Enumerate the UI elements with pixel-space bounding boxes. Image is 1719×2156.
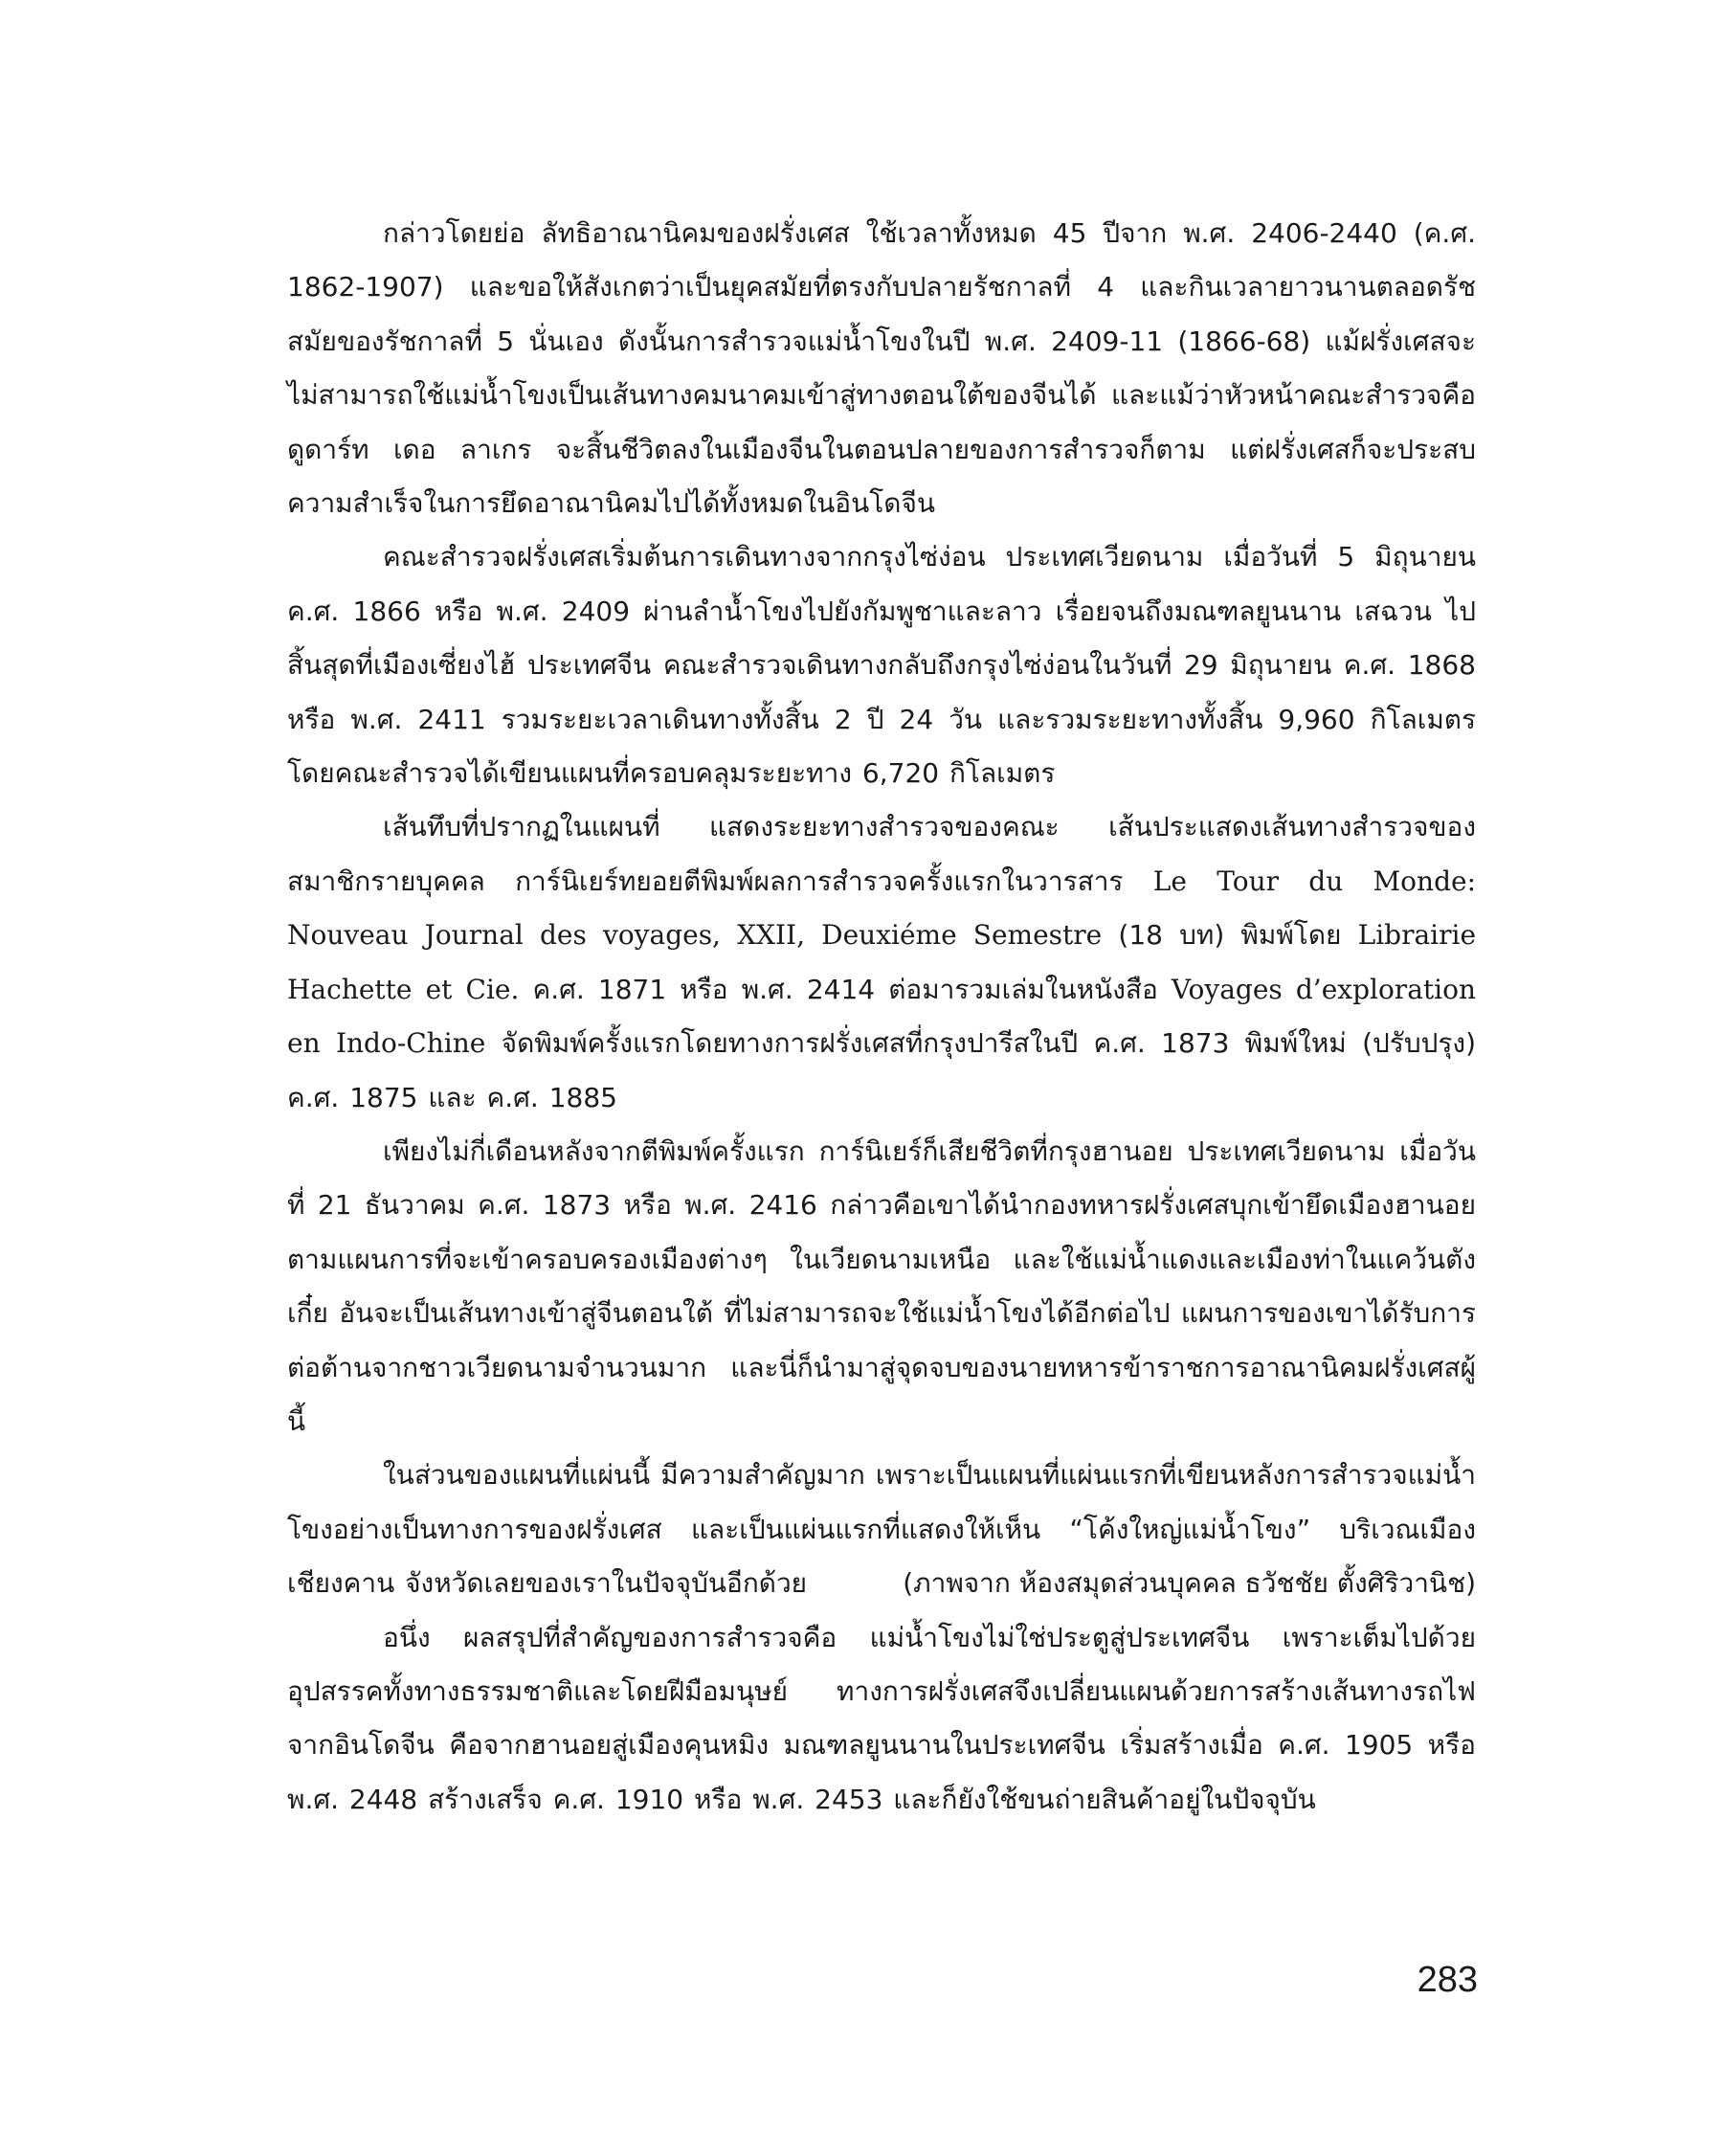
- paragraph-2: [287, 530, 1476, 800]
- paragraph-3-text-a: เส้นทึบที่ปรากฏในแผนที่ แสดงระยะทางสำรวจของคณะ เส้นประแสดงเส้นทางสำรวจของสมาชิกรายบุคคล การ์นิเยร์ทยอยตีพิมพ์ผลการสำรวจครั้งแรกในวารสาร: [287, 811, 1476, 897]
- paragraph-2-text: คณะสำรวจฝรั่งเศสเริ่มต้นการเดินทางจากกรุงไซ่ง่อน ประเทศเวียดนาม เมื่อวันที่ 5 มิถุนายน ค.ศ. 1866 หรือ พ.ศ. 2409 ผ่านลำน้ำโขงไปยังกัมพูชาและลาว เรื่อยจนถึงมณฑลยูนนาน เสฉวน ไปสิ้นสุดที่เมืองเซี่ยงไฮ้ ประเทศจีน คณะสำรวจเดินทางกลับถึงกรุงไซ่ง่อนในวันที่ 29 มิถุนายน ค.ศ. 1868 หรือ พ.ศ. 2411 รวมระยะเวลาเดินทางทั้งสิ้น 2 ปี 24 วัน และรวมระยะทางทั้งสิ้น 9,960 กิโลเมตร โดยคณะสำรวจได้เขียนแผนที่ครอบคลุมระยะทาง 6,720 กิโลเมตร: [287, 541, 1476, 790]
- paragraph-3-text-b: (18 บท) พิมพ์โดย: [1102, 919, 1358, 952]
- paragraph-6: [287, 1611, 1476, 1828]
- paragraph-5-text: ในส่วนของแผนที่แผ่นนี้ มีความสำคัญมาก เพราะเป็นแผนที่แผ่นแรกที่เขียนหลังการสำรวจแม่น้ำโขงอย่างเป็นทางการของฝรั่งเศส และเป็นแผ่นแรกที่แสดงให้เห็น “โค้งใหญ่แม่น้ำโขง” บริเวณเมืองเชียงคาน จังหวัดเลยของเราในปัจจุบันอีกด้วย: [287, 1459, 1476, 1600]
- page-number: 283: [1417, 1960, 1478, 2000]
- paragraph-3: [287, 800, 1476, 1124]
- paragraph-6-text: อนึ่ง ผลสรุปที่สำคัญของการสำรวจคือ แม่น้ำโขงไม่ใช่ประตูสู่ประเทศจีน เพราะเต็มไปด้วยอุปสรรคทั้งทางธรรมชาติและโดยฝีมือมนุษย์ ทางการฝรั่งเศสจึงเปลี่ยนแผนด้วยการสร้างเส้นทางรถไฟจากอินโดจีน คือจากฮานอยสู่เมืองคุนหมิง มณฑลยูนนานในประเทศจีน เริ่มสร้างเมื่อ ค.ศ. 1905 หรือ พ.ศ. 2448 สร้างเสร็จ ค.ศ. 1910 หรือ พ.ศ. 2453 และก็ยังใช้ขนถ่ายสินค้าอยู่ในปัจจุบัน: [287, 1621, 1476, 1815]
- paragraph-4: [287, 1125, 1476, 1449]
- paragraph-3-text-c: ค.ศ. 1871 หรือ พ.ศ. 2414 ต่อมารวมเล่มในหนังสือ: [519, 973, 1172, 1005]
- paragraph-4-text: เพียงไม่กี่เดือนหลังจากตีพิมพ์ครั้งแรก การ์นิเยร์ก็เสียชีวิตที่กรุงฮานอย ประเทศเวียดนาม เมื่อวันที่ 21 ธันวาคม ค.ศ. 1873 หรือ พ.ศ. 2416 กล่าวคือเขาได้นำกองทหารฝรั่งเศสบุกเข้ายึดเมืองฮานอย ตามแผนการที่จะเข้าครอบครองเมืองต่างๆ ในเวียดนามเหนือ และใช้แม่น้ำแดงและเมืองท่าในแคว้นตังเกี๋ย อันจะเป็นเส้นทางเข้าสู่จีนตอนใต้ ที่ไม่สามารถจะใช้แม่น้ำโขงได้อีกต่อไป แผนการของเขาได้รับการต่อต้านจากชาวเวียดนามจำนวนมาก และนี่ก็นำมาสู่จุดจบของนายทหารข้าราชการอาณานิคมฝรั่งเศสผู้นี้: [287, 1134, 1476, 1437]
- publisher-name: Librairie Hachette et Cie.: [287, 919, 1477, 1005]
- image-credit-caption: (ภาพจาก ห้องสมุดส่วนบุคคล ธวัชชัย ตั้งศิริวานิช): [903, 1567, 1476, 1599]
- paragraph-3-text-d: จัดพิมพ์ครั้งแรกโดยทางการฝรั่งเศสที่กรุงปารีสในปี ค.ศ. 1873 พิมพ์ใหม่ (ปรับปรุง) ค.ศ. 1875 และ ค.ศ. 1885: [287, 1027, 1476, 1113]
- paragraph-1: [287, 207, 1476, 530]
- paragraph-1-text: กล่าวโดยย่อ ลัทธิอาณานิคมของฝรั่งเศส ใช้เวลาทั้งหมด 45 ปีจาก พ.ศ. 2406-2440 (ค.ศ. 1862-1907) และขอให้สังเกตว่าเป็นยุคสมัยที่ตรงกับปลายรัชกาลที่ 4 และกินเวลายาวนานตลอดรัชสมัยของรัชกาลที่ 5 นั่นเอง ดังนั้นการสำรวจแม่น้ำโขงในปี พ.ศ. 2409-11 (1866-68) แม้ฝรั่งเศสจะไม่สามารถใช้แม่น้ำโขงเป็นเส้นทางคมนาคมเข้าสู่ทางตอนใต้ของจีนได้ และแม้ว่าหัวหน้าคณะสำรวจคือ ดูดาร์ท เดอ ลาเกร จะสิ้นชีวิตลงในเมืองจีนในตอนปลายของการสำรวจก็ตาม แต่ฝรั่งเศสก็จะประสบความสำเร็จในการยึดอาณานิคมไปได้ทั้งหมดในอินโดจีน: [287, 217, 1476, 520]
- journal-title: Le Tour du Monde: Nouveau Journal des voyages, XXII, Deuxiéme Semestre: [287, 865, 1476, 952]
- book-title: Voyages d’exploration en Indo-Chine: [287, 973, 1476, 1060]
